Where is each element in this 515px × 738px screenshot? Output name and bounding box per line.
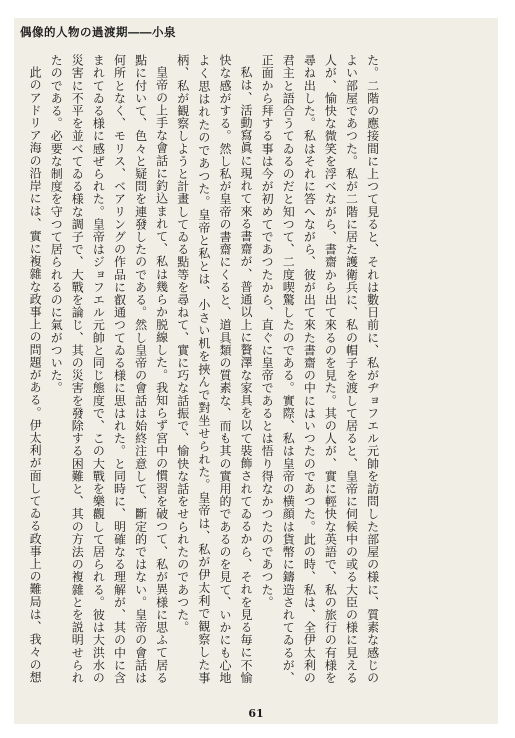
body-text-area bbox=[24, 54, 488, 684]
paragraph: 私は、活動寫眞に現れて來る書齋が、普通以上に贅澤な家具を以て裝飾されてゐるから、それを見る毎に不愉快な感がする。然し私が皇帝の書齋にくると、道具類の質素な、而も其の實用的であるのを見て、いかにも心地よく思はれたのであつた。皇帝と私とは、小さい机を挾んで對坐せられた。皇帝は、私が伊太利で観察した事柄、私が観察しようと計畫してゐる點等を尋ねて、實に巧な話振で、愉快な話をせられたのであつた。 bbox=[175, 54, 254, 684]
header-title: 偶像的人物の過渡期――小泉 bbox=[20, 25, 176, 39]
paragraph: た。二階の應接間に上つて見ると、それは數日前に、私がヂョフエル元帥を訪問した部屋の様に、質素な感じのよい部屋であつた。私が二階に居た護衛兵に、私の帽子を渡して居ると、皇帝に伺候中の或る大臣の様に見える人が、愉快な微笑を浮べながら、書齋から出て來るのを見た。其の人が、實に輕快な英語で、私の旅行の有様を尋ね出した。私はそれに答へながら、彼が出て來た書齋の中にはいつたのであつた。此の時、私は、全伊太利の君主と語合うてゐるのだと知つて、二度喫驚したのである。實際、私は皇帝の横顔は貨幣に鑄造されてゐるが、正面から拜する事は今が初めてであつたから、直ぐに皇帝であるとは悟り得なかつたのであつた。 bbox=[260, 54, 380, 684]
vertical-body-text bbox=[24, 54, 383, 684]
paragraph: 此のアドリア海の沿岸には、實に複雜な政事上の問題がある。伊太利が面してゐる政事上の難局は、我々の想 bbox=[28, 66, 43, 684]
paragraph: 皇帝の上手な會話に釣込まれて、私は幾らか脱線した。我知らず宮中の慣習を破つて、私が異様に思ふて居る點に付いて、色々と疑問を連發したのである。然し皇帝の會話は始終注意して、斷定的ではない。皇帝の會話は何所となく、モリス、ベアリングの作品に叡通つてゐる様に思はれた。と同時に、明確なる理解が、其の中に含まれてゐる様に感ぜられた。皇帝はジョフエル元帥と同じ態度で、この大戰を樂觀して居られる。彼は大洪水の災害に不平を並べてゐる様な調子で、大戰を論じ、其の災害を發除する困難と、其の方法の複雜とを説明せられたのである。必要な制度を守つて居られるのに氣がついた。 bbox=[49, 54, 169, 684]
page-number: 61 bbox=[248, 707, 264, 720]
book-page bbox=[14, 18, 498, 724]
running-header bbox=[20, 24, 488, 42]
